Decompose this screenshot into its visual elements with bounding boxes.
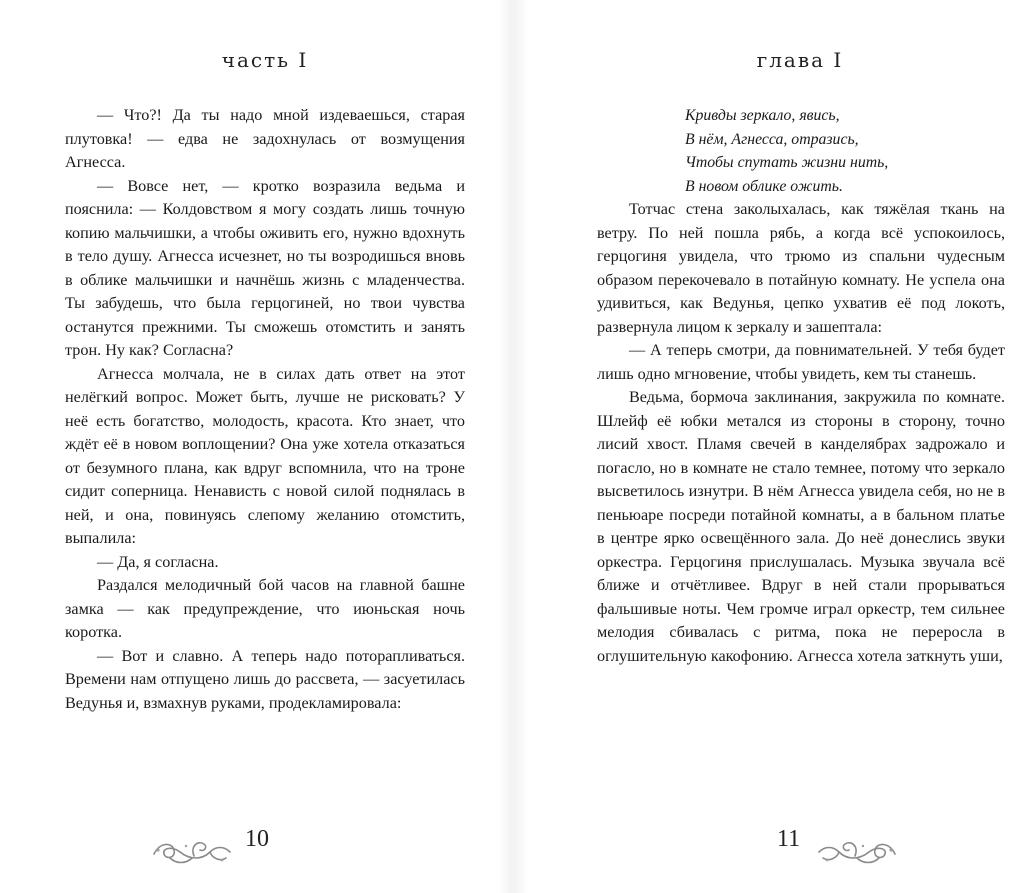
paragraph: Раздался мелодичный бой часов на главной башне замка — как предупреждение, что июньская ночь коротка.: [65, 576, 465, 641]
left-running-header: часть I: [221, 48, 309, 72]
left-page-text: [65, 104, 465, 715]
poem-verse: [685, 104, 1005, 198]
paragraph: Агнесса молчала, не в силах дать ответ на этот нелёгкий вопрос. Может быть, лучше не рисковать? У неё есть богатство, молодость, красота. Кто знает, что ждёт её в новом воплощении? Она уже хотела отказаться от безумного плана, как вдруг вспомнила, что на троне сидит соперница. Ненависть с новой силой поднялась в ней, и она, повинуясь слепому желанию отомстить, выпалила:: [65, 364, 465, 547]
poem-line: В новом облике ожить.: [685, 177, 843, 195]
paragraph: — Что?! Да ты надо мной издеваешься, старая плутовка! — едва не задохнулась от возмущения Агнесса.: [65, 106, 465, 171]
left-page-number: 10: [245, 826, 269, 852]
paragraph: Ведьма, бормоча заклинания, закружила по комнате. Шлейф её юбки метался из стороны в сторону, точно лисий хвост. Пламя свечей в канделябрах задрожало и погасло, но в комнате не стало темнее, потому что зеркало высветилось изнутри. В нём Агнесса увидела себя, но не в пеньюаре посреди потайной комнаты, а в бальном платье в центре ярко освещённого зала. До неё донеслись звуки оркестра. Герцогиня прислушалась. Музыка звучала всё ближе и отчётливее. Вдруг в ней стали прорываться фальшивые ноты. Чем громче играл оркестр, тем сильнее мелодия сбивалась с ритма, пока не переросла в оглушительную какофонию. Агнесса хотела заткнуть уши,: [597, 388, 1005, 665]
floral-flourish-icon: [815, 836, 899, 866]
paragraph: — Вот и славно. А теперь надо поторапливаться. Времени нам отпущено лишь до рассвета, — засуетилась Ведунья и, взмахнув руками, продекламировала:: [65, 646, 465, 712]
poem-line: В нём, Агнесса, отразись,: [685, 130, 859, 148]
paragraph: — А теперь смотри, да повнимательней. У тебя будет лишь одно мгновение, чтобы увидеть, кем ты станешь.: [597, 341, 1005, 383]
right-running-header: глава I: [756, 48, 844, 72]
right-page-number: 11: [777, 826, 801, 852]
floral-flourish-icon: [150, 836, 234, 866]
right-page: [512, 0, 1024, 893]
paragraph: — Вовсе нет, — кротко возразила ведьма и пояснила: — Колдовством я могу создать лишь точную копию мальчишки, а чтобы оживить его, нужно вдохнуть в тело душу. Агнесса исчезнет, но ты возродишься вновь в облике мальчишки и начнёшь жизнь с младенчества. Ты забудешь, что была герцогиней, но твои чувства останутся прежними. Ты сможешь отомстить и занять трон. Ну как? Согласна?: [65, 176, 465, 359]
right-page-text: [597, 104, 1005, 668]
paragraph: Тотчас стена заколыхалась, как тяжёлая ткань на ветру. По ней пошла рябь, а когда всё успокоилось, герцогиня увидела, что трюмо из спальни чудесным образом перекочевало в потайную комнату. Не успела она удивиться, как Ведунья, цепко ухватив её под локоть, развернула лицом к зеркалу и зашептала:: [597, 200, 1005, 336]
poem-line: Чтобы спутать жизни нить,: [685, 154, 889, 171]
paragraph: — Да, я согласна.: [97, 552, 219, 571]
poem-line: Кривды зеркало, явись,: [685, 107, 840, 124]
